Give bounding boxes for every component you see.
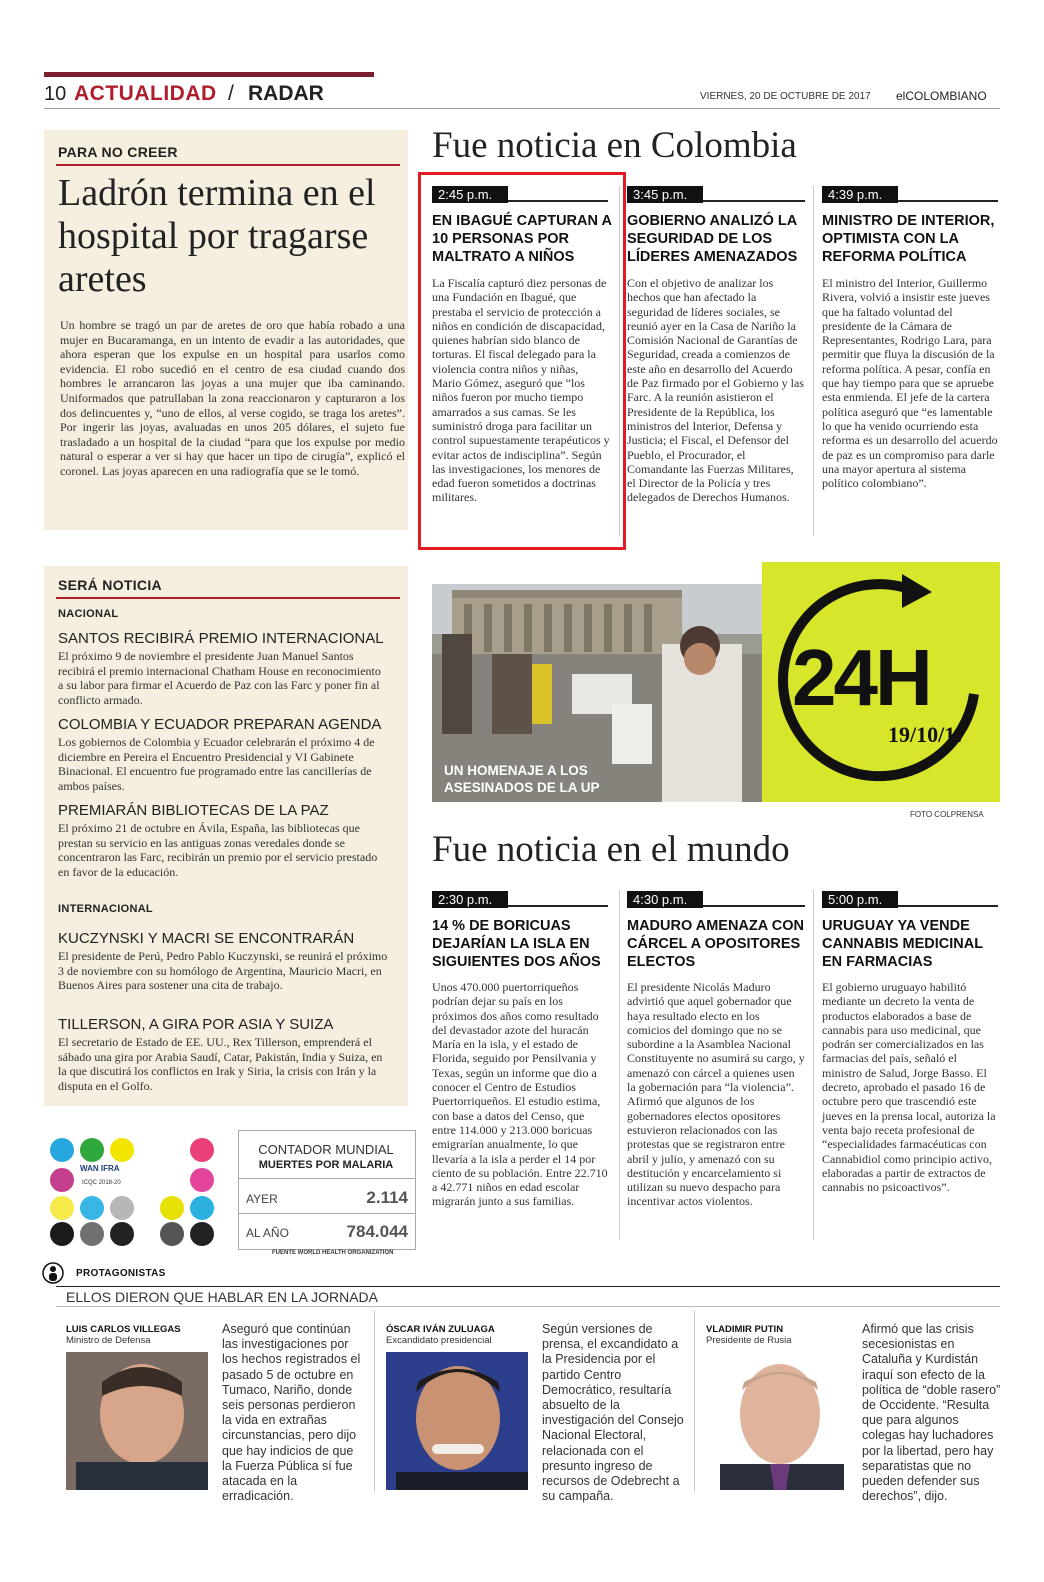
section-name: ACTUALIDAD <box>74 82 217 105</box>
counter-divider <box>238 1213 416 1214</box>
kicker-rule <box>56 597 400 599</box>
protagonist-quote: Según versiones de prensa, el excandidato a la Presidencia por el partido Centro Democrático, resultaría absuelto de la investigación del Consejo Nacional Electoral, relacionada con el presunto ingreso de recursos de Odebrecht a su campaña. <box>542 1322 684 1504</box>
protagonistas-rule <box>56 1306 1000 1307</box>
brief-title: TILLERSON, A GIRA POR ASIA Y SUIZA <box>58 1016 334 1033</box>
news-title: MADURO AMENAZA CON CÁRCEL A OPOSITORES ELECTOS <box>627 918 804 970</box>
time-badge: 2:30 p.m. <box>432 891 508 908</box>
news-body: Con el objetivo de analizar los hechos que han afectado la seguridad de líderes sociales, se reunió ayer en la Casa de Nariño la Comisión Nacional de Garantías de Seguridad, creada a comienzos de este año en desarrollo del Acuerdo de Paz firmado por el Gobierno y las Farc. A la reunión asistieron el Presidente de la República, los ministros del Interior, Defensa y Justicia; el Fiscal, el Defensor del Pueblo, el Procurador, el Comandante las Fuerzas Militares, el Director de la Policía y tres delegados de Derechos Humanos. <box>627 276 804 505</box>
color-dot <box>50 1222 74 1246</box>
protagonistas-subtitle: ELLOS DIERON QUE HABLAR EN LA JORNADA <box>66 1289 378 1305</box>
counter-value: 2.114 <box>366 1188 408 1207</box>
brief-title: COLOMBIA Y ECUADOR PREPARAN AGENDA <box>58 716 382 733</box>
lede-headline: Ladrón termina en el hospital por tragarse aretes <box>58 172 376 300</box>
news-body: El presidente Nicolás Maduro advirtió que aquel gobernador que haya resultado electo en los comicios del domingo que no se subordine a la Asamblea Nacional Constituyente no asumirá su cargo, y amenazó con cárcel a quienes usen la gobernación para “la violencia”. Afirmó que algunos de los gobernadores electos opositores estuvieron relacionados con las protestas que se registraron entre abril y julio, y amenazó con su destitución y encarcelamiento si utilizan su nuevo despacho para incentivar actos violentos. <box>627 980 805 1209</box>
protagonist-portrait <box>706 1352 848 1490</box>
photo-caption: UN HOMENAJE A LOS ASESINADOS DE LA UP <box>444 763 600 795</box>
color-dot <box>160 1196 184 1220</box>
news-title: URUGUAY YA VENDE CANNABIS MEDICINAL EN FARMACIAS <box>822 918 983 970</box>
column-separator <box>619 890 620 1240</box>
protagonist-name: LUIS CARLOS VILLEGAS <box>66 1324 181 1335</box>
print-color-dots <box>50 1138 220 1250</box>
protagonist-name: VLADIMIR PUTIN <box>706 1324 784 1335</box>
column-separator <box>813 186 814 536</box>
brief-body: El próximo 21 de octubre en Ávila, España, las bibliotecas que prestan su servicio en las antiguas zonas veredales donde se concentraron las Farc, recibirán un premio por el servicio prestado en favor de la educación. <box>58 821 378 879</box>
internacional-label: INTERNACIONAL <box>58 903 153 915</box>
24h-badge-text: 24H <box>792 633 930 722</box>
brief-body: El secretario de Estado de EE. UU., Rex Tillerson, emprenderá el sábado una gira por Arabia Saudí, Catar, Pakistán, India y Suiza, en la que discutirá los conflictos en Irak y Siria, la crisis con Irán y la disputa en el Golfo. <box>58 1035 383 1093</box>
column-separator <box>694 1310 695 1492</box>
protagonist-portrait <box>66 1352 208 1490</box>
photo-credit: FOTO COLPRENSA <box>910 810 984 819</box>
wan-ifra-logo: WAN IFRA <box>80 1164 120 1173</box>
counter-source: FUENTE WORLD HEALTH ORGANIZATION <box>272 1250 394 1256</box>
brief-title: KUCZYNSKI Y MACRI SE ENCONTRARÁN <box>58 930 355 947</box>
subsection-name: RADAR <box>248 82 324 105</box>
nacional-label: NACIONAL <box>58 608 119 620</box>
column-separator <box>813 890 814 1240</box>
color-dot <box>110 1196 134 1220</box>
news-body: El gobierno uruguayo habilitó mediante un decreto la venta de productos elaborados a base de cannabis para uso medicinal, que podrán ser comercializados en las farmacias del país, señaló el ministro de Salud, Jorge Basso. El decreto, aprobado el pasado 16 de octubre pero que trascendió este jueves en la prensa local, autoriza la venta bajo receta profesional de “especialidades farmacéuticas con Cannabidiol como principio activo, elaboradas a partir de extractos de cannabis no psicoactivos”. <box>822 980 996 1195</box>
news-title: GOBIERNO ANALIZÓ LA SEGURIDAD DE LOS LÍDERES AMENAZADOS <box>627 213 798 265</box>
header-divider <box>44 108 1000 109</box>
brief-title: SANTOS RECIBIRÁ PREMIO INTERNACIONAL <box>58 630 384 647</box>
brief-body: Los gobiernos de Colombia y Ecuador celebrarán el próximo 4 de diciembre en Pereira el Encuentro Presidencial y VI Gabinete Binacional. El encuentro fue programado entre las cancillerías de ambos países. <box>58 735 375 793</box>
column-separator <box>619 186 620 536</box>
protagonist-role: Presidente de Rusia <box>706 1335 792 1346</box>
color-dot <box>160 1222 184 1246</box>
counter-value: 784.044 <box>346 1222 408 1241</box>
mundo-section-title: Fue noticia en el mundo <box>432 829 790 870</box>
wan-ifra-code: ICQC 2018-20 <box>82 1180 121 1186</box>
para-no-creer-kicker: PARA NO CREER <box>58 144 178 160</box>
protagonist-quote: Afirmó que las crisis secesionistas en Cataluña y Kurdistán iraquí son efecto de la política de “doble rasero” de Occidente. “Resulta que para algunos colegas hay luchadores por la libertad, pero hay separatistas que no pueden defender sus derechos”, dijo. <box>862 1322 1001 1504</box>
person-icon <box>42 1262 64 1284</box>
news-title: MINISTRO DE INTERIOR, OPTIMISTA CON LA REFORMA POLÍTICA <box>822 213 995 265</box>
color-dot <box>190 1222 214 1246</box>
colombia-section-title: Fue noticia en Colombia <box>432 125 797 166</box>
color-dot <box>50 1168 74 1192</box>
protagonist-quote: Aseguró que continúan las investigaciones por los hechos registrados el pasado 5 de octubre en Tumaco, Nariño, donde seis personas perdieron la vida en extrañas circunstancias, pero dijo que hay indicios de que la Fuerza Pública sí fue atacada en la erradicación. <box>222 1322 361 1504</box>
time-badge: 4:39 p.m. <box>822 186 898 203</box>
protagonist-role: Excandidato presidencial <box>386 1335 492 1346</box>
counter-label: AYER <box>246 1192 278 1206</box>
counter-subtitle: MUERTES POR MALARIA <box>258 1159 394 1171</box>
news-body: Unos 470.000 puertorriqueños podrían dejar su país en los próximos dos años como resultado del devastador azote del huracán María en la isla, y el estado de Florida, seguido por Pensilvania y Texas, según un informe que dio a conocer el Centro de Estudios Puertorriqueños. El estudio estima, con base a datos del Censo, que entre 114.000 y 213.000 boricuas emigrarían anualmente, lo que llevaría a la isla a perder el 14 por ciento de su población. Entre 22.710 a 42.771 niños en edad escolar migrarán junto a sus familias. <box>432 980 608 1209</box>
counter-label: AL AÑO <box>246 1226 289 1240</box>
color-dot <box>50 1196 74 1220</box>
time-badge: 3:45 p.m. <box>627 186 703 203</box>
color-dot <box>50 1138 74 1162</box>
issue-date: VIERNES, 20 DE OCTUBRE DE 2017 <box>700 91 871 102</box>
section-separator: / <box>228 82 234 105</box>
news-body: El ministro del Interior, Guillermo Rivera, volvió a insistir este jueves que ha faltado voluntad del presidente de la Cámara de Representantes, Rodrigo Lara, para permitir que fluya la discusión de la reforma política. A pesar, confía en que hay tiempo para que se apruebe esta enmienda. El jefe de la cartera política aseguró que “es lamentable lo que ha venido ocurriendo esta reforma es un desarrollo del acuerdo de paz es un compromiso para darle una mayor apertura al sistema político colombiano”. <box>822 276 998 491</box>
protagonist-name: ÓSCAR IVÁN ZULUAGA <box>386 1324 495 1335</box>
counter-title: CONTADOR MUNDIAL <box>258 1142 394 1157</box>
lede-body: Un hombre se tragó un par de aretes de oro que había robado a una mujer en Bucaramanga, en un intento de evadir a las autoridades, que ahora esperan que los expulse en un hospital para usarlos como evidencia. El robo sucedió en el centro de esa ciudad cuando dos hombres le arrancaron las joyas a una mujer que iba caminando. Uniformados que patrullaban la zona reaccionaron y capturaron a los dos delincuentes y, “uno de ellos, al verse cogido, se traga los aretes”. Por ingerir las joyas, avaluadas en unos 205 dólares, el sujeto fue trasladado a un hospital de la ciudad “para que los expulse por medio natural o esperar a ver si hay que hacer un tipo de cirugía”, explicó el coronel. Las joyas aparecen en una radiografía que se le tomó. <box>60 318 405 478</box>
brief-body: El próximo 9 de noviembre el presidente Juan Manuel Santos recibirá el premio internacional Chatham House en reconocimiento a su labor para firmar el Acuerdo de Paz con las Farc y poner fin al conflicto armado. <box>58 649 381 707</box>
protagonist-portrait <box>386 1352 528 1490</box>
news-title: 14 % DE BORICUAS DEJARÍAN LA ISLA EN SIGUIENTES DOS AÑOS <box>432 918 601 970</box>
protagonistas-rule <box>56 1286 1000 1287</box>
protagonist-role: Ministro de Defensa <box>66 1335 151 1346</box>
color-dot <box>190 1196 214 1220</box>
kicker-rule <box>56 164 400 166</box>
brief-title: PREMIARÁN BIBLIOTECAS DE LA PAZ <box>58 802 329 819</box>
color-dot <box>190 1138 214 1162</box>
column-separator <box>374 1310 375 1492</box>
news-title: EN IBAGUÉ CAPTURAN A 10 PERSONAS POR MALTRATO A NIÑOS <box>432 213 612 265</box>
color-dot <box>190 1168 214 1192</box>
time-badge: 4:30 p.m. <box>627 891 703 908</box>
brief-body: El presidente de Perú, Pedro Pablo Kuczynski, se reunirá el próximo 3 de noviembre con su homólogo de Argentina, Mauricio Macri, en Buenos Aires para sostener una cita de trabajo. <box>58 949 388 993</box>
color-dot <box>80 1196 104 1220</box>
color-dot <box>80 1222 104 1246</box>
header-top-bar <box>44 72 374 77</box>
sera-noticia-kicker: SERÁ NOTICIA <box>58 577 162 593</box>
counter-divider <box>238 1178 416 1179</box>
color-dot <box>80 1138 104 1162</box>
24h-badge-date: 19/10/17 <box>888 722 967 747</box>
time-badge: 2:45 p.m. <box>432 186 508 203</box>
color-dot <box>110 1138 134 1162</box>
protagonistas-kicker: PROTAGONISTAS <box>76 1268 166 1279</box>
news-body: La Fiscalía capturó diez personas de una Fundación en Ibagué, que prestaba el servicio de protección a niños en condición de discapacidad, quienes habrían sido blanco de torturas. El fiscal delegado para la violencia contra niños y niñas, Mario Gómez, aseguró que “los niños fueron por mucho tiempo amarrados a sus camas. Se les suministró droga para facilitar un control supuestamente terapéuticos y evitar actos de indisciplina”. Según las investigaciones, los menores de edad fueron sometidos a doctrinas militares. <box>432 276 610 505</box>
time-badge: 5:00 p.m. <box>822 891 898 908</box>
newspaper-name: elCOLOMBIANO <box>896 89 987 103</box>
page-number: 10 <box>44 83 67 105</box>
color-dot <box>110 1222 134 1246</box>
